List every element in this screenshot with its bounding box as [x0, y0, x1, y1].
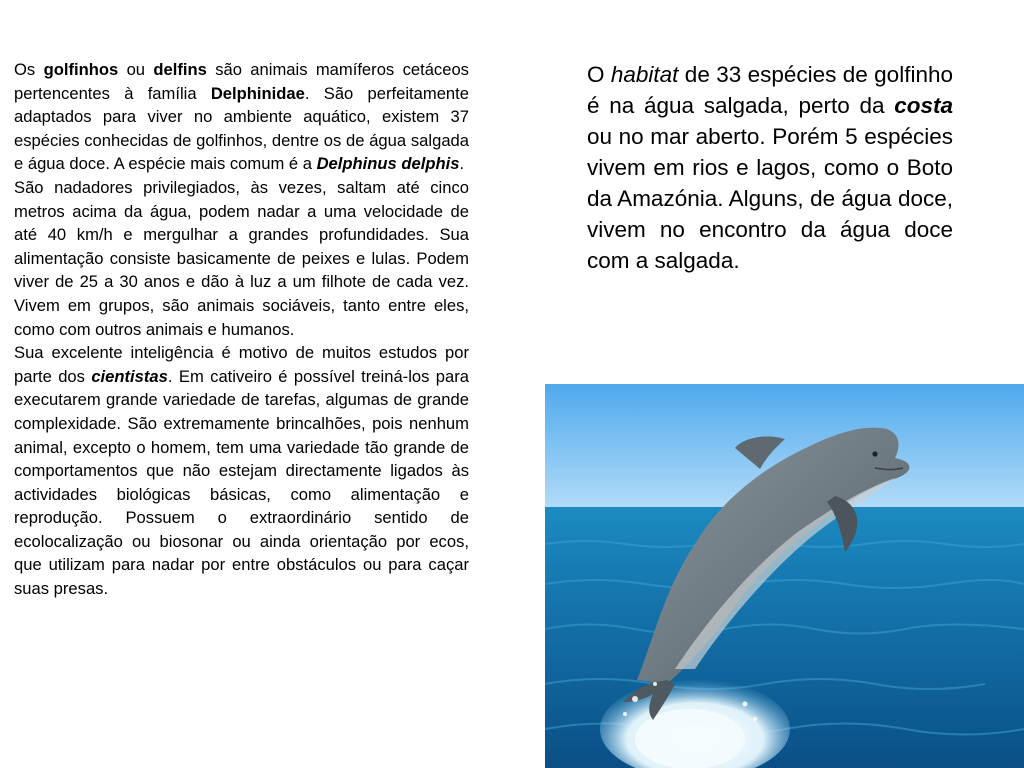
dolphin-photo [545, 384, 1024, 768]
splash-core [635, 709, 745, 768]
text-run: Sua excelente inteligência é motivo de muitos estudos por parte dos [14, 343, 469, 386]
text-run: Os [14, 60, 44, 79]
text-run: ou [118, 60, 154, 79]
swimming-paragraph: São nadadores privilegiados, às vezes, saltam até cinco metros acima da água, podem nadar a uma velocidade de até 40 km/h e mergulhar a grandes profundidades. Sua alimentação consiste basicamente de peixes e lulas. Podem viver de 25 a 30 anos e dão à luz a um filhote de cada vez. Vivem em grupos, são animais sociáveis, tanto entre eles, como com outros animais e humanos. [14, 177, 469, 339]
intelligence-paragraph [14, 341, 469, 601]
term-golfinhos: golfinhos [43, 60, 119, 79]
text-run: são animais mamíferos cetáceos pertencentes à família [14, 60, 469, 103]
main-text-column [14, 58, 469, 601]
text-run: . São perfeitamente adaptados para viver no ambiente aquático, existem 37 espécies conhecidas de golfinhos, dentre os de água salgada e água doce. A espécie mais comum é a [14, 83, 469, 174]
text-run: ou no mar aberto. Porém 5 espécies vivem em rios e lagos, como o Boto da Amazónia. Alguns, de água doce, vivem no encontro da água doce com a salgada. [587, 124, 953, 273]
intro-paragraph [14, 58, 469, 176]
habitat-text [587, 59, 953, 276]
text-run: de 33 espécies de golfinho é na água salgada, perto da [587, 62, 953, 118]
term-delfins: delfins [153, 60, 207, 79]
text-run: O [587, 62, 611, 87]
habitat-paragraph [587, 59, 953, 276]
term-costa: costa [894, 93, 953, 118]
text-run: . [459, 154, 465, 174]
term-delphinidae: Delphinidae [210, 83, 305, 103]
term-delphinus-delphis: Delphinus delphis [316, 154, 460, 174]
dolphin-photo-graphic [545, 384, 1024, 768]
term-cientistas: cientistas [91, 366, 168, 386]
dolphin-eye [872, 451, 877, 456]
text-run: . Em cativeiro é possível treiná-los para executarem grande variedade de tarefas, algumas de grande complexidade. São extremamente brincalhões, pois nenhum animal, excepto o homem, tem uma variedade tão grande de comportamentos que não estejam directamente ligados às actividades biológicas básicas, como alimentação e reprodução. Possuem o extraordinário sentido de ecolocalização ou biosonar ou ainda orientação por ecos, que utilizam para nadar por entre obstáculos ou para caçar suas presas. [14, 366, 469, 599]
term-habitat: habitat [610, 62, 679, 87]
